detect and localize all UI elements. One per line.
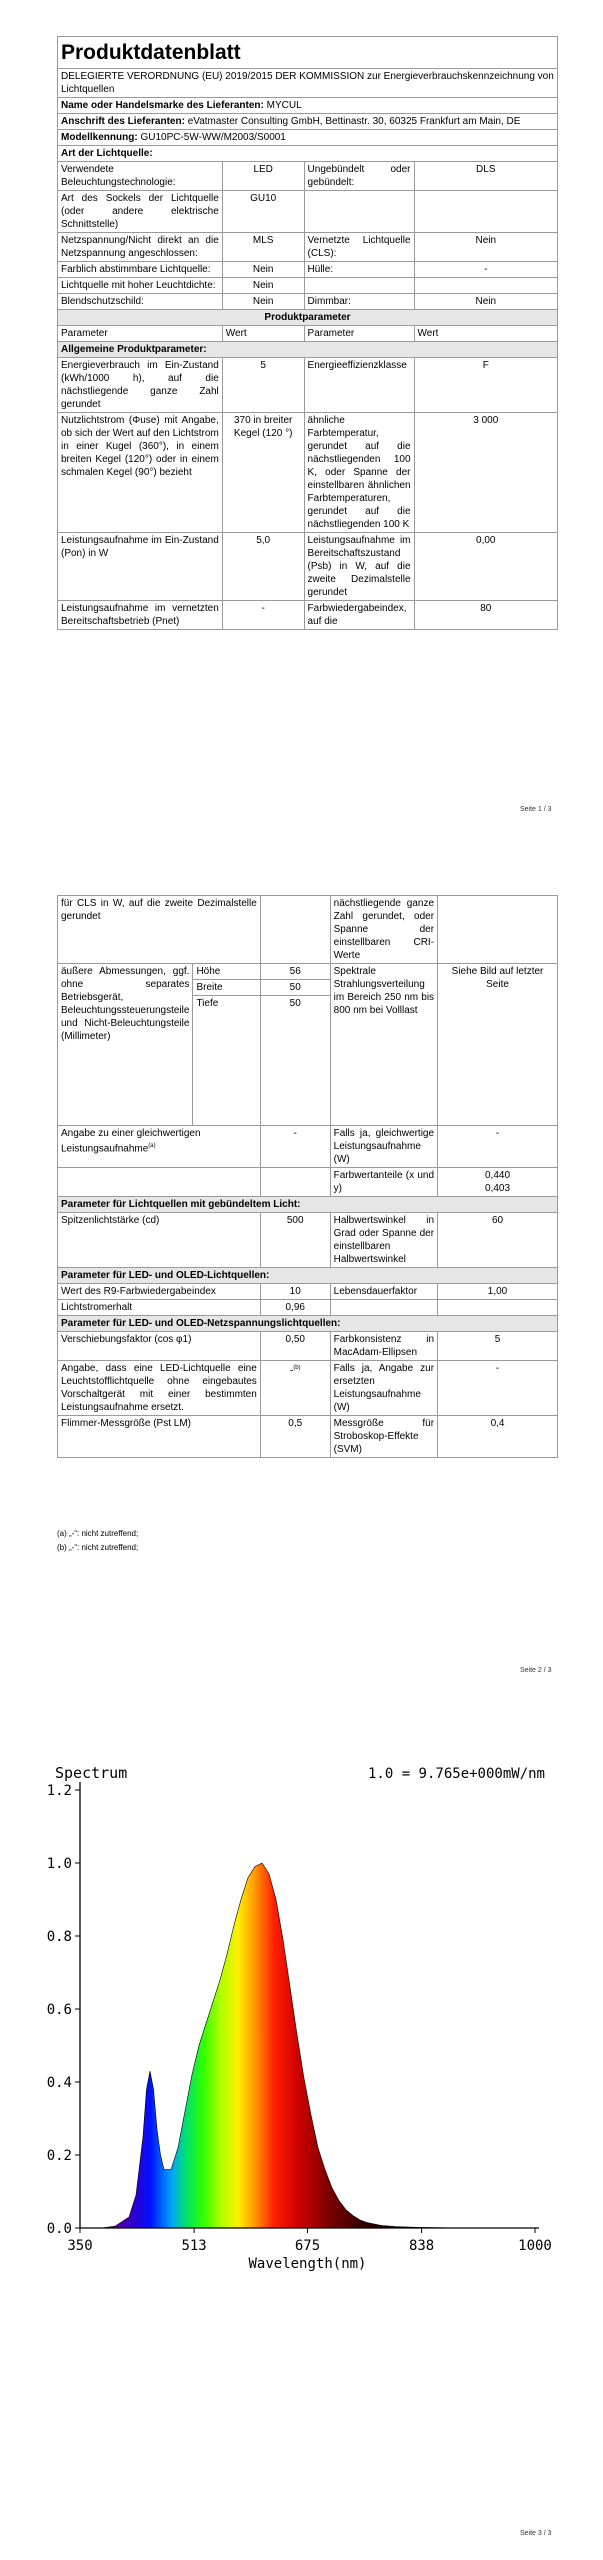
param-value: 3 000	[414, 413, 557, 533]
table-row	[58, 1300, 558, 1316]
page-title: Produktdatenblatt	[58, 37, 558, 69]
param-label: Angabe, dass eine LED-Lichtquelle eine Leuchtstofflichtquelle ohne eingebautes Vorschaltgerät mit einer bestimmten Leistungsaufnahme ersetzt.	[58, 1361, 261, 1416]
dim-value: 50	[260, 980, 330, 996]
table-row	[58, 964, 558, 980]
col-param: Parameter	[304, 326, 414, 342]
param-value: 0,96	[260, 1300, 330, 1316]
row-value: Nein	[222, 278, 304, 294]
param-value: 0,00	[414, 533, 557, 601]
table-row	[58, 294, 558, 310]
empty-cell	[260, 1168, 330, 1197]
param-label: Energieeffizienzklasse	[304, 358, 414, 413]
supplier-name-label: Name oder Handelsmarke des Lieferanten:	[61, 100, 264, 111]
replace-footnote: (b)	[293, 1365, 301, 1371]
dim-key: Tiefe	[193, 996, 260, 1126]
param-label: Falls ja, gleichwertige Leistungsaufnahme (W)	[330, 1126, 437, 1168]
page-1	[0, 0, 603, 820]
replace-value: -	[289, 1365, 294, 1377]
param-value	[260, 896, 330, 964]
y-tick-label: 0.6	[46, 2002, 72, 2018]
table-row	[58, 413, 558, 533]
table-row	[58, 262, 558, 278]
model-id: GU10PC-5W-WW/M2003/S0001	[140, 132, 286, 143]
param-label: ähnliche Farbtemperatur, gerundet auf die nächstliegenden 100 K, oder Spanne der einstellbaren ähnlichen Farbtemperaturen, gerundet auf die nächstliegenden 100 K	[304, 413, 414, 533]
param-value: 0,50	[260, 1332, 330, 1361]
row-value	[414, 191, 557, 233]
chroma-y: 0,403	[485, 1183, 511, 1194]
param-label	[58, 1126, 261, 1168]
directional-header: Parameter für Lichtquellen mit gebündeltem Licht:	[58, 1197, 558, 1213]
column-header-row	[58, 326, 558, 342]
param-value	[438, 896, 558, 964]
table-row	[58, 1168, 558, 1197]
x-axis-label: Wavelength(nm)	[248, 2256, 367, 2272]
col-value: Wert	[414, 326, 557, 342]
x-tick-label: 1000	[518, 2238, 552, 2254]
param-value: 5,0	[222, 533, 304, 601]
param-label: Farbwiedergabeindex, auf die	[304, 601, 414, 630]
x-tick-label: 513	[181, 2238, 207, 2254]
address-label: Anschrift des Lieferanten:	[61, 116, 185, 127]
table-row	[58, 358, 558, 413]
param-value: 60	[438, 1213, 558, 1268]
param-label: für CLS in W, auf die zweite Dezimalstelle gerundet	[58, 896, 261, 964]
param-label: Verschiebungsfaktor (cos φ1)	[58, 1332, 261, 1361]
spectral-label: Spektrale Strahlungsverteilung im Bereich 250 nm bis 800 nm bei Volllast	[330, 964, 437, 1126]
col-value: Wert	[222, 326, 304, 342]
param-value: 10	[260, 1284, 330, 1300]
spectrum-area	[80, 1863, 535, 2228]
chroma-x: 0,440	[485, 1170, 511, 1181]
row-label: Lichtquelle mit hoher Leuchtdichte:	[58, 278, 223, 294]
spectrum-chart	[0, 1740, 603, 2272]
table-row	[58, 1213, 558, 1268]
row-value: -	[414, 262, 557, 278]
page-number: Seite 2 / 3	[520, 1667, 552, 1674]
table-row	[58, 533, 558, 601]
mains-header: Parameter für LED- und OLED-Netzspannungslichtquellen:	[58, 1316, 558, 1332]
row-value: Nein	[414, 233, 557, 262]
param-value	[260, 1361, 330, 1416]
param-value: 0,5	[260, 1416, 330, 1458]
row-value: GU10	[222, 191, 304, 233]
table-row	[58, 1126, 558, 1168]
param-label: nächstliegende ganze Zahl gerundet, oder Spanne der einstellbaren CRI-Werte	[330, 896, 437, 964]
param-label: Wert des R9-Farbwiedergabeindex	[58, 1284, 261, 1300]
row-value: Nein	[222, 294, 304, 310]
table-row	[58, 1416, 558, 1458]
param-value: 1,00	[438, 1284, 558, 1300]
param-label: Leistungsaufnahme im Ein-Zustand (Pon) in W	[58, 533, 223, 601]
supplier-address-row	[58, 114, 558, 130]
x-tick-label: 350	[67, 2238, 93, 2254]
table-row	[58, 1361, 558, 1416]
param-label: Nutzlichtstrom (Φuse) mit Angabe, ob sich der Wert auf den Lichtstrom in einer Kugel (360°), in einem breiten Kegel (120°) oder in einem schmalen Kegel (90°) bezieht	[58, 413, 223, 533]
equiv-footnote: (a)	[148, 1143, 156, 1149]
empty-cell	[58, 1168, 261, 1197]
x-tick-label: 838	[408, 2238, 435, 2254]
page-number: Seite 1 / 3	[520, 806, 552, 813]
dim-key: Breite	[193, 980, 260, 996]
y-tick-label: 0.8	[46, 1929, 72, 1945]
y-tick-label: 0.0	[46, 2221, 72, 2237]
param-label: Farbkonsistenz in MacAdam-Ellipsen	[330, 1332, 437, 1361]
row-label: Vernetzte Lichtquelle (CLS):	[304, 233, 414, 262]
model-row	[58, 130, 558, 146]
param-label: Falls ja, Angabe zur ersetzten Leistungsaufnahme (W)	[330, 1361, 437, 1416]
param-value: 80	[414, 601, 557, 630]
row-value: DLS	[414, 162, 557, 191]
chart-annotation: 1.0 = 9.765e+000mW/nm	[367, 1766, 545, 1782]
row-label: Blendschutzschild:	[58, 294, 223, 310]
y-tick-label: 1.0	[46, 1856, 72, 1872]
empty-cell	[330, 1300, 437, 1316]
dim-key: Höhe	[193, 964, 260, 980]
table-row	[58, 1332, 558, 1361]
model-label: Modellkennung:	[61, 132, 138, 143]
row-value	[414, 278, 557, 294]
param-value: 5	[222, 358, 304, 413]
row-label: Hülle:	[304, 262, 414, 278]
supplier-address: eVatmaster Consulting GmbH, Bettinastr. 30, 60325 Frankfurt am Main, DE	[187, 116, 521, 127]
row-value: Nein	[222, 262, 304, 278]
empty-cell	[438, 1300, 558, 1316]
page-2	[0, 880, 603, 1700]
table-row	[58, 162, 558, 191]
product-params-header: Produktparameter	[58, 310, 558, 326]
table-row	[58, 1284, 558, 1300]
row-label: Ungebündelt oder gebündelt:	[304, 162, 414, 191]
chart-title: Spectrum	[55, 1764, 128, 1782]
datasheet-table-page2	[57, 895, 558, 1458]
page-3	[0, 1720, 603, 2560]
row-label	[304, 278, 414, 294]
equiv-label: Angabe zu einer gleichwertigen Leistungsaufnahme	[61, 1128, 201, 1155]
param-label: Messgröße für Stroboskop-Effekte (SVM)	[330, 1416, 437, 1458]
x-tick-label: 675	[294, 2238, 321, 2254]
chart-plot-area	[47, 1764, 552, 2272]
row-label: Farblich abstimmbare Lichtquelle:	[58, 262, 223, 278]
footnote-b: (b) „-“: nicht zutreffend;	[57, 1543, 139, 1552]
supplier-name-row	[58, 98, 558, 114]
param-value: -	[260, 1126, 330, 1168]
param-label: Flimmer-Messgröße (Pst LM)	[58, 1416, 261, 1458]
lightsource-header: Art der Lichtquelle:	[58, 146, 558, 162]
footnote-a: (a) „-“: nicht zutreffend;	[57, 1529, 139, 1538]
row-value: Nein	[414, 294, 557, 310]
param-label: Energieverbrauch im Ein-Zustand (kWh/1000 h), auf die nächstliegende ganze Zahl gerundet	[58, 358, 223, 413]
param-label: Leistungsaufnahme im vernetzten Bereitschaftsbetrieb (Pnet)	[58, 601, 223, 630]
param-label: Lebensdauerfaktor	[330, 1284, 437, 1300]
led-header: Parameter für LED- und OLED-Lichtquellen:	[58, 1268, 558, 1284]
regulation-text: DELEGIERTE VERORDNUNG (EU) 2019/2015 DER KOMMISSION zur Energieverbrauchskennzeichnung von Lichtquellen	[58, 69, 558, 98]
param-label: Halbwertswinkel in Grad oder Spanne der einstellbaren Halbwertswinkel	[330, 1213, 437, 1268]
datasheet-table-page1	[57, 36, 558, 630]
param-value: 370 in breiter Kegel (120 °)	[222, 413, 304, 533]
col-param: Parameter	[58, 326, 223, 342]
param-value: F	[414, 358, 557, 413]
param-value: 5	[438, 1332, 558, 1361]
dim-value: 56	[260, 964, 330, 980]
param-value: 500	[260, 1213, 330, 1268]
table-row	[58, 601, 558, 630]
row-label: Verwendete Beleuchtungstechnologie:	[58, 162, 223, 191]
row-label: Netzspannung/Nicht direkt an die Netzspannung angeschlossen:	[58, 233, 223, 262]
dimensions-label: äußere Abmessungen, ggf. ohne separates Betriebsgerät, Beleuchtungssteuerungsteile und Nicht-Beleuchtungsteile (Millimeter)	[58, 964, 193, 1126]
param-label: Spitzenlichtstärke (cd)	[58, 1213, 261, 1268]
param-label: Lichtstromerhalt	[58, 1300, 261, 1316]
y-tick-label: 1.2	[46, 1783, 72, 1799]
dim-value: 50	[260, 996, 330, 1126]
supplier-name: MYCUL	[266, 100, 302, 111]
table-row	[58, 191, 558, 233]
row-value: LED	[222, 162, 304, 191]
page-number: Seite 3 / 3	[520, 2530, 552, 2537]
row-value: MLS	[222, 233, 304, 262]
row-label	[304, 191, 414, 233]
param-value: 0,4	[438, 1416, 558, 1458]
row-label: Art des Sockels der Lichtquelle (oder andere elektrische Schnittstelle)	[58, 191, 223, 233]
spectral-value: Siehe Bild auf letzter Seite	[438, 964, 558, 1126]
param-label: Farbwertanteile (x und y)	[330, 1168, 437, 1197]
param-value	[438, 1168, 558, 1197]
param-label: Leistungsaufnahme im Bereitschaftszustand (Psb) in W, auf die zweite Dezimalstelle gerundet	[304, 533, 414, 601]
row-label: Dimmbar:	[304, 294, 414, 310]
y-tick-label: 0.2	[46, 2148, 72, 2164]
param-value: -	[222, 601, 304, 630]
table-row	[58, 896, 558, 964]
table-row	[58, 278, 558, 294]
param-value: -	[438, 1126, 558, 1168]
y-tick-label: 0.4	[46, 2075, 72, 2091]
param-value: -	[438, 1361, 558, 1416]
general-params-header: Allgemeine Produktparameter:	[58, 342, 558, 358]
table-row	[58, 233, 558, 262]
